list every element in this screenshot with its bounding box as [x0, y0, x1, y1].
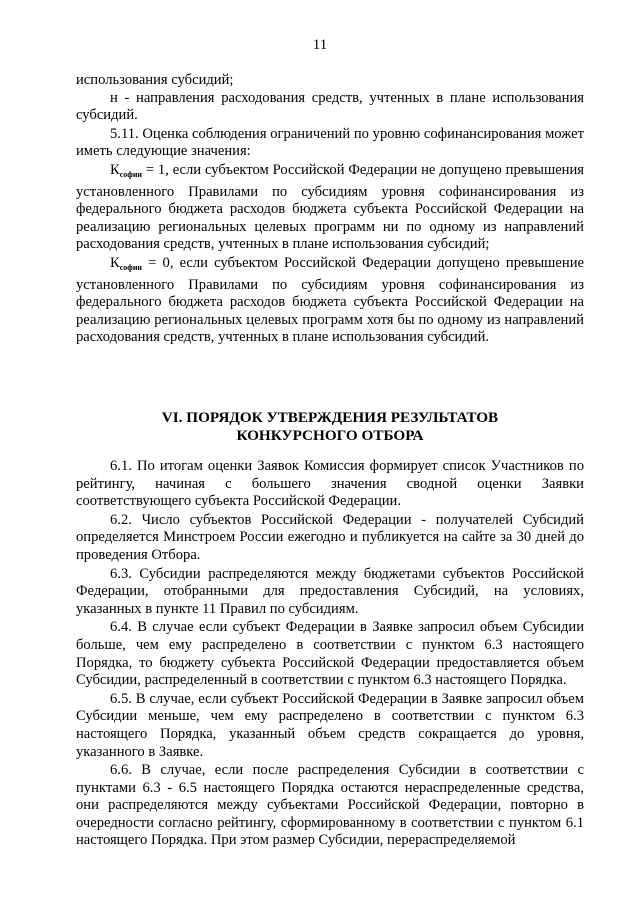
- paragraph-k-equals-0: [76, 255, 584, 347]
- heading-line-1: VI. ПОРЯДОК УТВЕРЖДЕНИЯ РЕЗУЛЬТАТОВ: [161, 409, 499, 426]
- section-coefficients: [76, 72, 584, 347]
- k-symbol: К: [110, 254, 120, 271]
- k-subscript: софин: [119, 262, 143, 272]
- paragraph-6-6: 6.6. В случае, если после распределения Субсидии в соответствии с пунктами 6.3 - 6.5 настоящего Порядка остаются нераспределенные средства, они распределяются между субъектами Российской Федерации, повторно в очередности согласно рейтингу, сформированному в соответствии с пунктом 6.1 настоящего Порядка. При этом размер Субсидии, перераспределяемой: [76, 762, 584, 849]
- paragraph-6-3: 6.3. Субсидии распределяются между бюджетами субъектов Российской Федерации, отобранными для предоставления Субсидий, на условиях, указанных в пункте 11 Правил по субсидиям.: [76, 565, 584, 617]
- k-subscript: софин: [119, 169, 143, 179]
- k-symbol: К: [110, 161, 120, 178]
- page-number: 11: [312, 37, 328, 53]
- paragraph-5-11: 5.11. Оценка соблюдения ограничений по уровню софинансирования может иметь следующие значения:: [76, 125, 584, 160]
- paragraph-6-5: 6.5. В случае, если субъект Российской Федерации в Заявке запросил объем Субсидии меньше, чем ему распределено в соответствии с пунктом 6.3 настоящего Порядка, указанный объем средств сокращается до уровня, указанного в Заявке.: [76, 690, 584, 760]
- section-heading: [76, 409, 584, 445]
- k0-text: = 0, если субъектом Российской Федерации допущено превышение установленного Правилами по субсидиям уровня софинансирования из федерального бюджета расходов бюджета субъекта Российской Федерации на реализацию региональных целевых программ хотя бы по одному из направлений расходования средств, учтенных в плане использования субсидий.: [76, 254, 584, 346]
- paragraph-k-equals-1: [76, 162, 584, 254]
- paragraph-h-definition: н - направления расходования средств, учтенных в плане использования субсидий.: [76, 89, 584, 124]
- paragraph-continuation: использования субсидий;: [76, 72, 234, 88]
- section-results: [76, 458, 584, 850]
- k1-text: = 1, если субъектом Российской Федерации не допущено превышения установленного Правилами по субсидиям уровня софинансирования из федерального бюджета расходов бюджета субъекта Российской Федерации на реализацию региональных целевых программ ни по одному из направлений расходования средств, учтенных в плане использования субсидий;: [76, 161, 584, 253]
- paragraph-6-2: 6.2. Число субъектов Российской Федерации - получателей Субсидий определяется Минстроем России ежегодно и публикуется на сайте за 30 дней до проведения Отбора.: [76, 511, 584, 563]
- heading-line-2: КОНКУРСНОГО ОТБОРА: [236, 427, 424, 444]
- paragraph-6-1: 6.1. По итогам оценки Заявок Комиссия формирует список Участников по рейтингу, начиная с большего значения сводной оценки Заявки соответствующего субъекта Российской Федерации.: [76, 458, 584, 510]
- paragraph-6-4: 6.4. В случае если субъект Федерации в Заявке запросил объем Субсидии больше, чем ему распределено в соответствии с пунктом 6.3 настоящего Порядка, то бюджету субъекта Российской Федерации предоставляется объем Субсидии, распределенный в соответствии с пунктом 6.3 настоящего Порядка.: [76, 619, 584, 689]
